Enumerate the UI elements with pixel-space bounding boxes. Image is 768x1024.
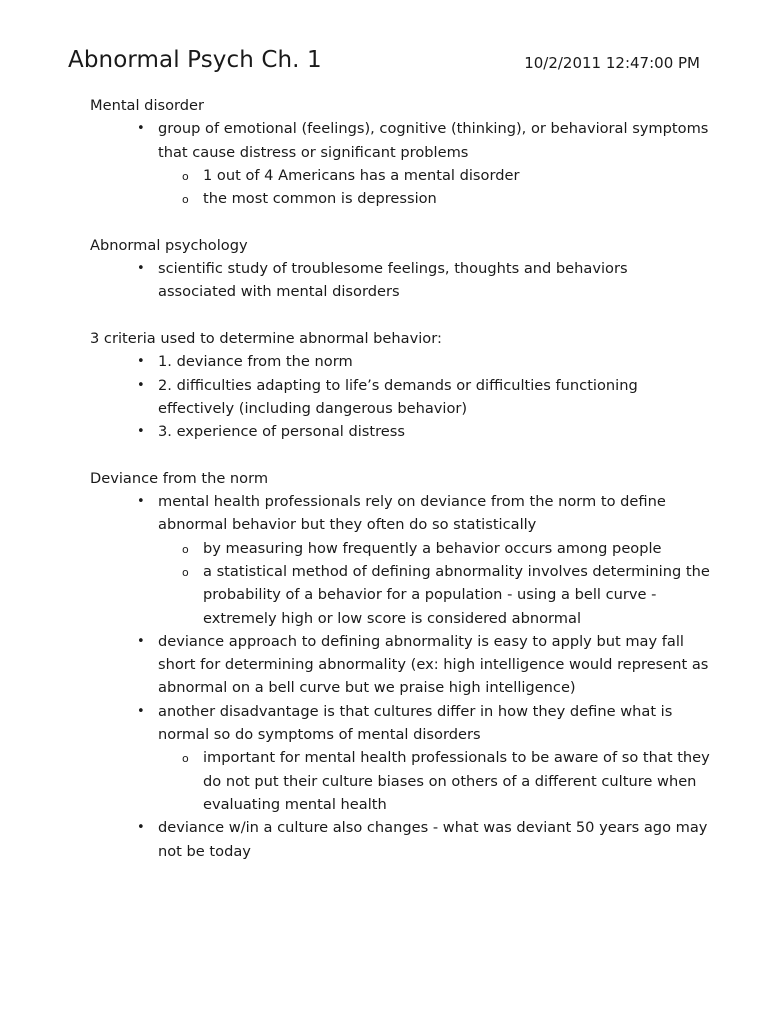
list-item-text: scientific study of troublesome feelings, thoughts and behaviors associated with mental disorders — [158, 260, 628, 301]
section-heading: Abnormal psychology — [90, 236, 248, 254]
list-item-text: 1 out of 4 Americans has a mental disorder — [203, 166, 520, 184]
bullet-dot-icon: • — [137, 703, 145, 719]
bullet-dot-icon: • — [137, 354, 145, 370]
bullet-dot-icon: • — [137, 424, 145, 440]
bullet-circle-icon: o — [182, 169, 189, 183]
list-item-text: group of emotional (feelings), cognitive (thinking), or behavioral symptoms that cause distress or significant problems — [158, 120, 709, 161]
list-item — [90, 117, 710, 164]
section — [90, 467, 710, 863]
bullet-circle-icon: o — [182, 565, 189, 579]
bullet-list — [90, 490, 710, 863]
list-item — [90, 630, 710, 700]
section — [90, 327, 710, 443]
list-item — [90, 816, 710, 863]
bullet-list — [90, 350, 710, 443]
list-item-text: deviance w/in a culture also changes - what was deviant 50 years ago may not be today — [158, 819, 708, 860]
section-heading: Mental disorder — [90, 97, 205, 114]
sub-list-item — [90, 537, 710, 560]
sub-list-item — [90, 746, 710, 816]
page-title: Abnormal Psych Ch. 1 — [68, 47, 322, 73]
list-item-text: a statistical method of defining abnormality involves determining the probability of a behavior for a population - using a bell curve - extremely high or low score is considered abnormal — [203, 562, 710, 627]
list-item-text: the most common is depression — [203, 190, 437, 208]
list-item-text: another disadvantage is that cultures differ in how they define what is normal so do symptoms of mental disorders — [158, 702, 673, 744]
list-item — [90, 257, 710, 304]
bullet-dot-icon: • — [137, 633, 145, 649]
section-heading: Deviance from the norm — [90, 469, 269, 487]
bullet-circle-icon: o — [182, 542, 189, 556]
list-item — [90, 490, 710, 537]
sub-list-item — [90, 560, 710, 630]
bullet-dot-icon: • — [137, 261, 145, 277]
bullet-dot-icon: • — [137, 820, 145, 836]
section — [90, 94, 710, 210]
bullet-list — [90, 257, 710, 304]
bullet-dot-icon: • — [137, 121, 145, 137]
sub-list-item — [90, 187, 710, 210]
list-item-text: by measuring how frequently a behavior occurs among people — [203, 539, 662, 557]
list-item — [90, 700, 710, 747]
timestamp: 10/2/2011 12:47:00 PM — [524, 54, 700, 72]
list-item-text: mental health professionals rely on deviance from the norm to define abnormal behavior but they often do so statistically — [158, 493, 666, 534]
bullet-list — [90, 117, 710, 210]
bullet-circle-icon: o — [182, 193, 189, 207]
section-heading: 3 criteria used to determine abnormal behavior: — [90, 329, 442, 347]
list-item-text: 1. deviance from the norm — [158, 353, 353, 371]
section — [90, 234, 710, 304]
list-item-text: 2. difficulties adapting to life’s demands or difficulties functioning effectively (including dangerous behavior) — [158, 376, 638, 417]
bullet-dot-icon: • — [137, 494, 145, 510]
list-item — [90, 420, 710, 443]
list-item-text: deviance approach to defining abnormality is easy to apply but may fall short for determining abnormality (ex: high intelligence would represent as abnormal on a bell curve but we praise high intelligence) — [158, 632, 709, 697]
sub-list-item — [90, 164, 710, 187]
bullet-dot-icon: • — [137, 377, 145, 393]
list-item — [90, 374, 710, 421]
list-item-text: important for mental health professionals to be aware of so that they do not put their culture biases on others of a different culture when evaluating mental health — [203, 749, 710, 813]
document-body — [90, 94, 710, 886]
list-item-text: 3. experience of personal distress — [158, 423, 405, 441]
bullet-circle-icon: o — [182, 752, 189, 766]
list-item — [90, 350, 710, 373]
